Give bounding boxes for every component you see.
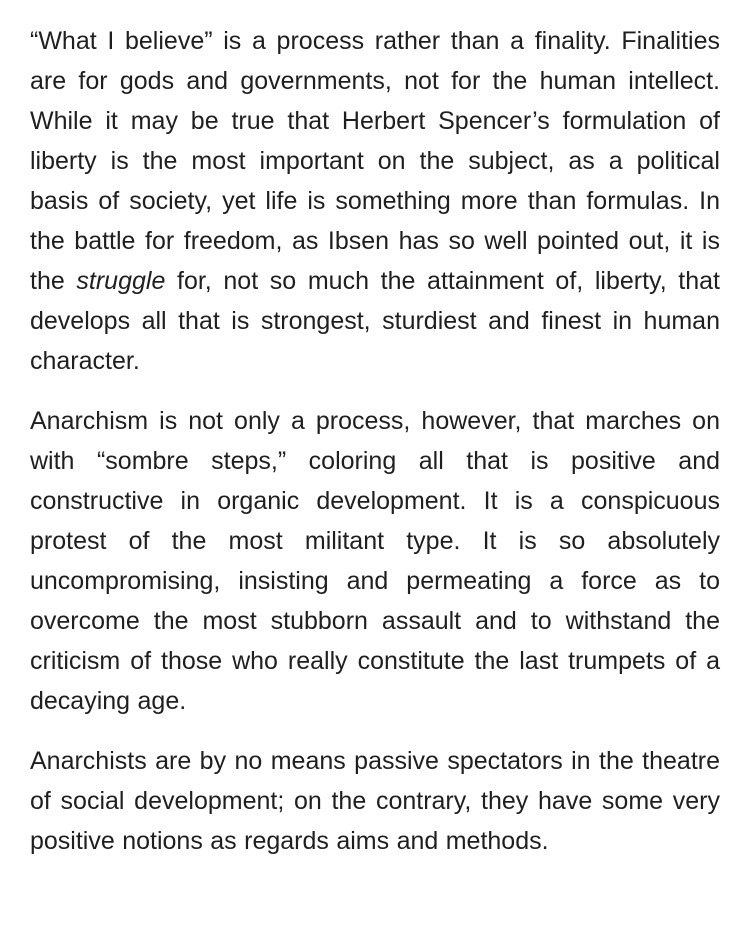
paragraph-what-i-believe (30, 21, 720, 381)
paragraph-text-start: “What I believe” is a process rather than a finality. Finalities are for gods and governments, not for the human intellect. While it may be true that Herbert Spencer’s formulation of liberty is the most important on the subject, as a political basis of society, yet life is something more than formulas. In the battle for freedom, as Ibsen has so well pointed out, it is the (30, 27, 720, 295)
paragraph-anarchism-process: Anarchism is not only a process, however, that marches on with “sombre steps,” coloring all that is positive and constructive in organic development. It is a conspicuous protest of the most militant type. It is so absolutely uncompromising, insisting and permeating a force as to overcome the most stubborn assault and to withstand the criticism of those who really constitute the last trumpets of a decaying age. (30, 407, 720, 715)
emphasized-word: struggle (76, 267, 166, 295)
paragraph-anarchists-not-passive: Anarchists are by no means passive spectators in the theatre of social development; on the contrary, they have some very positive notions as regards aims and methods. (30, 747, 720, 855)
paragraph-text-end: for, not so much the attainment of, liberty, that develops all that is strongest, sturdiest and finest in human character. (30, 267, 720, 375)
